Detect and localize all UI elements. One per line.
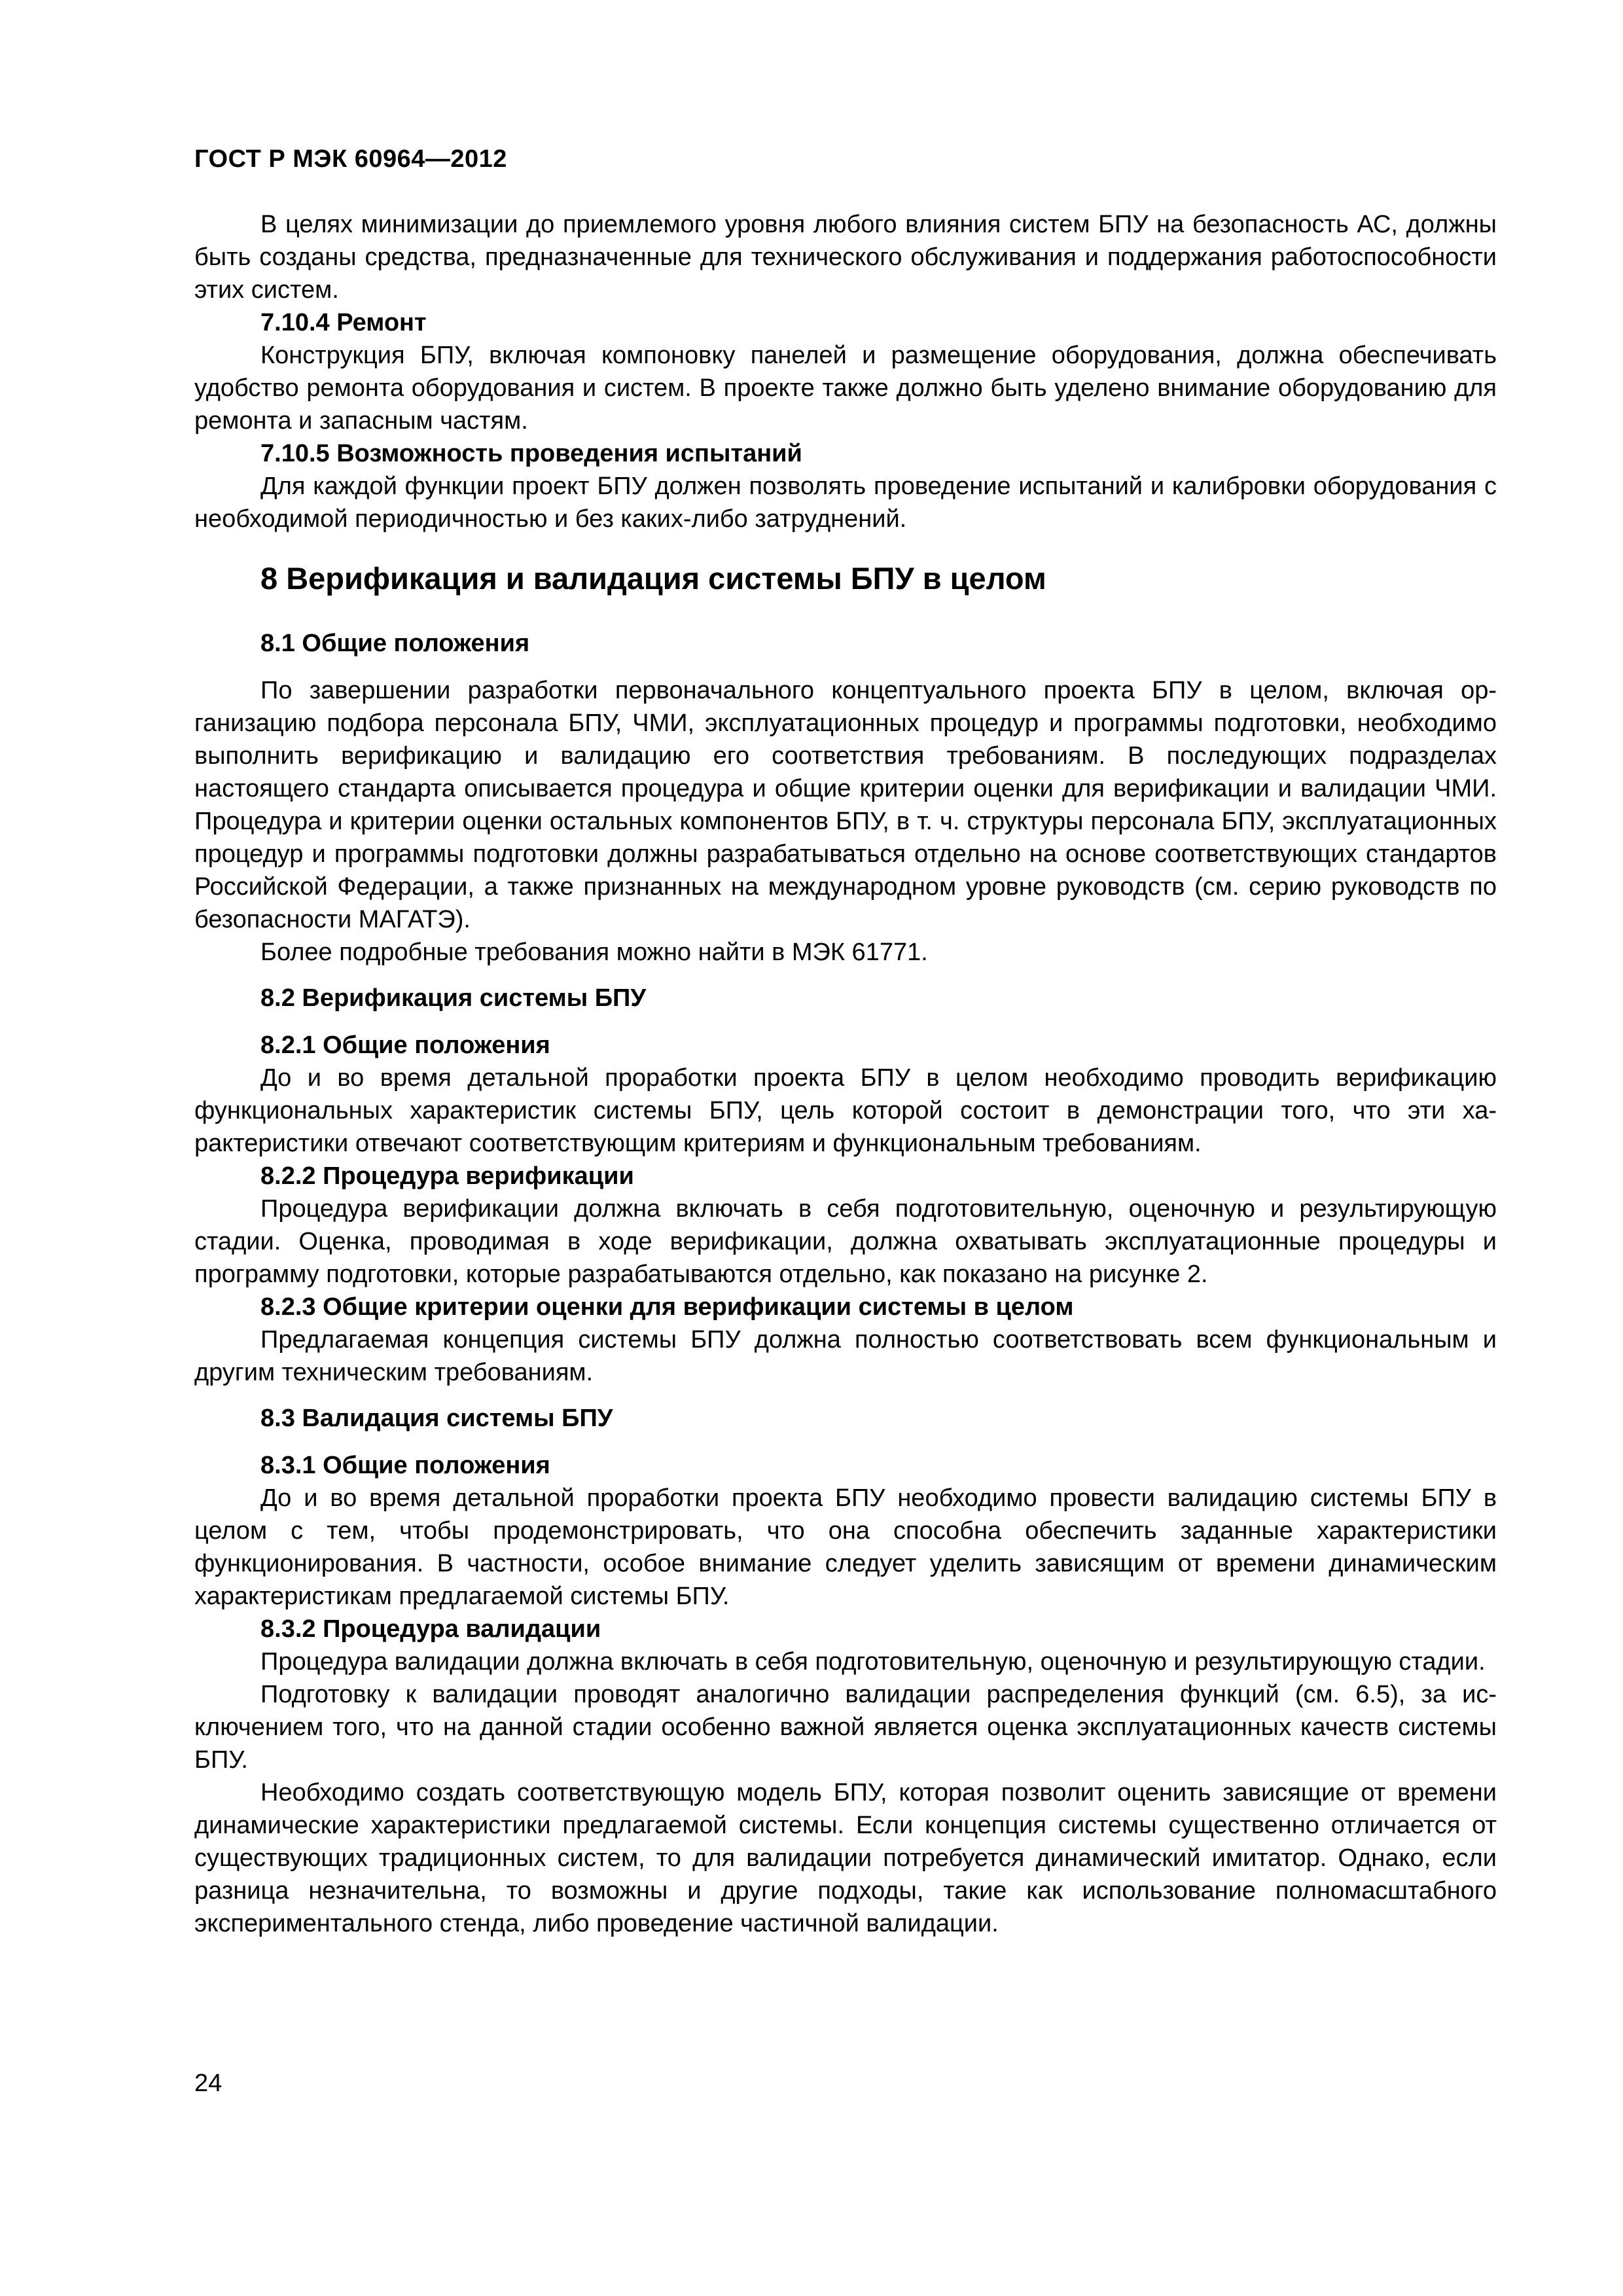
paragraph-8-3-2-b: Подготовку к валидации проводят аналогично валидации распределения функций (см. 6.5), за исключением того, что на данной стадии особенно важной является оценка эксплуатационных качеств системы БПУ. bbox=[194, 1681, 1497, 1774]
heading-8-2: 8.2 Верификация системы БПУ bbox=[260, 984, 646, 1012]
paragraph-8-2-1: До и во время детальной проработки проекта БПУ в целом необходимо проводить верификацию функциональных характеристик системы БПУ, цель которой состоит в демонстрации того, что эти характеристики отвечают соответствующим критериям и функциональным требованиям. bbox=[194, 1064, 1497, 1157]
paragraph-8-2-2: Процедура верификации должна включать в себя подготовительную, оценочную и результирующую стадии. Оценка, проводимая в ходе верификации, должна охватывать эксплуатационные процедуры и программу подготовки, которые разрабатываются отдельно, как показано на рисунке 2. bbox=[194, 1195, 1497, 1288]
paragraph-7-10-5: Для каждой функции проект БПУ должен позволять проведение испытаний и калибровки оборудования с необходимой периодичностью и без каких-либо затруднений. bbox=[194, 473, 1497, 533]
paragraph-8-2-3: Предлагаемая концепция системы БПУ должна полностью соответствовать всем функциональным и другим техническим требованиям. bbox=[194, 1326, 1497, 1386]
heading-8-3-1: 8.3.1 Общие положения bbox=[260, 1452, 550, 1479]
section-heading-8: 8 Верификация и валидация системы БПУ в целом bbox=[260, 561, 1046, 596]
paragraph-8-3-1: До и во время детальной проработки проекта БПУ необходимо провести валидацию системы БПУ в целом с тем, чтобы продемонстрировать, что она способна обеспечить заданные характеристики функционирования. В частности, особое внимание следует уделить зависящим от времени динамическим характеристикам предлагаемой системы БПУ. bbox=[194, 1484, 1497, 1610]
paragraph-intro: В целях минимизации до приемлемого уровня любого влияния систем БПУ на безопасность АС, должны быть созданы средства, предназначенные для технического обслуживания и поддержания работоспособности этих систем. bbox=[194, 211, 1497, 304]
heading-8-2-3: 8.2.3 Общие критерии оценки для верификации системы в целом bbox=[260, 1293, 1074, 1321]
paragraph-8-3-2-c: Необходимо создать соответствующую модель БПУ, которая позволит оценить зависящие от времени динамические характеристики предлагаемой системы. Если концепция системы существенно отличается от существующих традиционных систем, то для валидации потребуется динамический имитатор. Однако, если разница незначительна, то возможны и другие подходы, такие как использование полномасштабного экспериментального стенда, либо проведение частичной валидации. bbox=[194, 1779, 1497, 1937]
paragraph-8-1-b: Более подробные требования можно найти в МЭК 61771. bbox=[260, 939, 928, 966]
heading-7-10-5: 7.10.5 Возможность проведения испытаний bbox=[260, 440, 802, 467]
page-content bbox=[194, 208, 1497, 1940]
heading-8-3-2: 8.3.2 Процедура валидации bbox=[260, 1615, 601, 1643]
heading-8-1: 8.1 Общие положения bbox=[260, 630, 530, 657]
heading-8-3: 8.3 Валидация системы БПУ bbox=[260, 1405, 613, 1432]
heading-8-2-2: 8.2.2 Процедура верификации bbox=[260, 1162, 634, 1190]
paragraph-8-3-2-a: Процедура валидации должна включать в себя подготовительную, оценочную и результирующую стадии. bbox=[260, 1648, 1486, 1676]
heading-8-2-1: 8.2.1 Общие положения bbox=[260, 1031, 550, 1059]
paragraph-8-1-a: По завершении разработки первоначального концептуального проекта БПУ в целом, включая организацию подбора персонала БПУ, ЧМИ, эксплуатационных процедур и программы подготовки, необходимо выполнить верификацию и валидацию его соответствия требованиям. В последующих подразделах настоящего стандарта описывается процедура и общие критерии оценки для верификации и валидации ЧМИ. Процедура и критерии оценки остальных компонентов БПУ, в т. ч. структуры персонала БПУ, эксплуатационных процедур и программы подготовки должны разрабатываться отдельно на основе соответствующих стандартов Российской Федерации, а также признанных на международном уровне руководств (см. серию руководств по безопасности МАГАТЭ). bbox=[194, 677, 1497, 933]
page-number: 24 bbox=[194, 2070, 223, 2097]
heading-7-10-4: 7.10.4 Ремонт bbox=[260, 309, 427, 336]
paragraph-7-10-4: Конструкция БПУ, включая компоновку панелей и размещение оборудования, должна обеспечивать удобство ремонта оборудования и систем. В проекте также должно быть уделено внимание оборудованию для ремонта и запасным частям. bbox=[194, 342, 1497, 435]
document-header: ГОСТ Р МЭК 60964—2012 bbox=[194, 145, 507, 173]
